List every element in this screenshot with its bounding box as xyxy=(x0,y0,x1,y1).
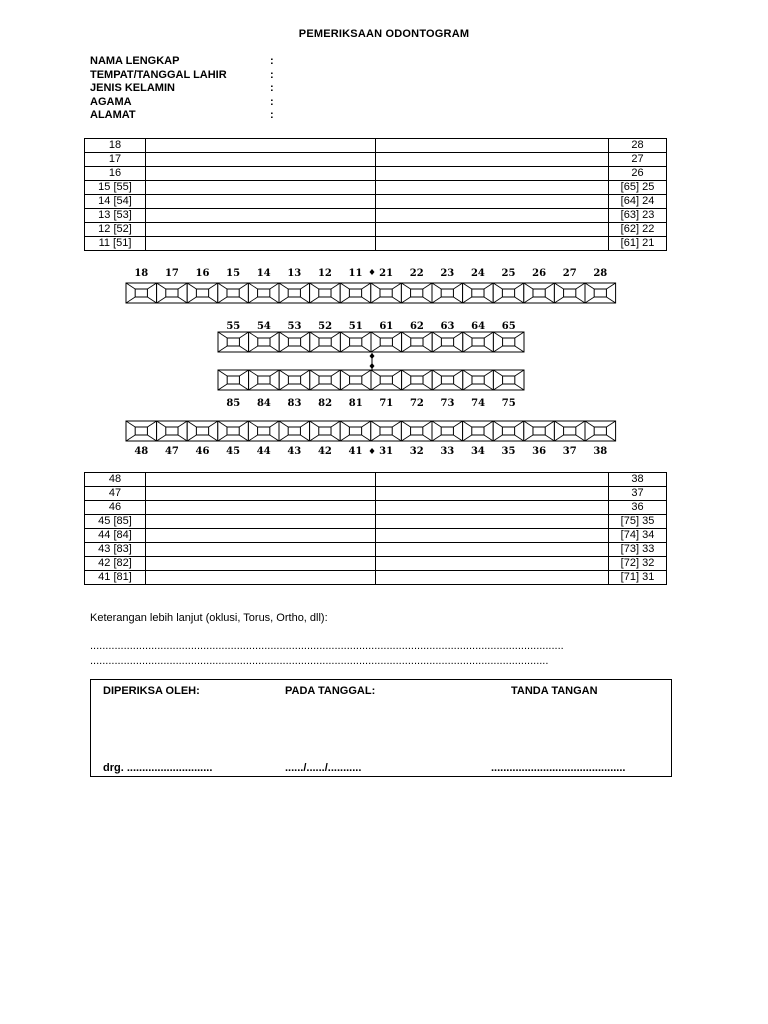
field-colon: : xyxy=(270,55,274,67)
notes-label: Keterangan lebih lanjut (oklusi, Torus, Ortho, dll): xyxy=(90,612,328,624)
tooth-number-label: 85 xyxy=(226,398,241,409)
table-row xyxy=(85,515,667,529)
tooth-number-label: 24 xyxy=(470,268,485,279)
tooth-55[interactable] xyxy=(218,332,249,352)
signature-box xyxy=(90,679,672,777)
tooth-number-label: 61 xyxy=(379,321,394,332)
tooth-number-label: 13 xyxy=(287,268,302,279)
date-field[interactable]: ....../....../........... xyxy=(285,762,362,774)
signature-field[interactable]: ............................................ xyxy=(491,762,626,774)
table-row xyxy=(85,223,667,237)
table-row xyxy=(85,209,667,223)
field-label: TEMPAT/TANGGAL LAHIR xyxy=(90,68,227,81)
table-row xyxy=(85,167,667,181)
table-row xyxy=(85,181,667,195)
tooth-number-left: 46 xyxy=(85,501,146,515)
tooth-number-right: [63] 23 xyxy=(609,209,667,223)
tooth-number-label: 41 xyxy=(348,446,363,457)
tooth-75[interactable] xyxy=(493,370,524,390)
tooth-47[interactable] xyxy=(157,421,188,441)
tooth-number-label: 28 xyxy=(593,268,608,279)
tooth-25[interactable] xyxy=(493,283,524,303)
tooth-83[interactable] xyxy=(279,370,310,390)
tooth-37[interactable] xyxy=(554,421,585,441)
tooth-note-cell[interactable] xyxy=(376,237,609,251)
midline-marker xyxy=(370,353,375,359)
tooth-note-cell[interactable] xyxy=(146,153,376,167)
tooth-28[interactable] xyxy=(585,283,616,303)
tooth-number-left: 44 [84] xyxy=(85,529,146,543)
table-row xyxy=(85,529,667,543)
tooth-15[interactable] xyxy=(218,283,249,303)
tooth-note-cell[interactable] xyxy=(376,195,609,209)
tooth-38[interactable] xyxy=(585,421,616,441)
tooth-number-label: 42 xyxy=(317,446,332,457)
tooth-22[interactable] xyxy=(401,283,432,303)
tooth-13[interactable] xyxy=(279,283,310,303)
tooth-number-label: 16 xyxy=(195,268,210,279)
tooth-number-left: 14 [54] xyxy=(85,195,146,209)
notes-line-1[interactable]: ........................................................................................................................................................... xyxy=(90,640,564,652)
field-colon: : xyxy=(270,68,274,81)
tooth-number-right: [75] 35 xyxy=(609,515,667,529)
tooth-number-right: [61] 21 xyxy=(609,237,667,251)
table-row xyxy=(85,571,667,585)
field-label: NAMA LENGKAP xyxy=(90,55,180,67)
tooth-45[interactable] xyxy=(218,421,249,441)
tooth-number-right: 38 xyxy=(609,473,667,487)
tooth-84[interactable] xyxy=(249,370,280,390)
tooth-number-left: 47 xyxy=(85,487,146,501)
tooth-number-label: 34 xyxy=(470,446,485,457)
tooth-number-right: 37 xyxy=(609,487,667,501)
tooth-number-right: [73] 33 xyxy=(609,543,667,557)
table-row xyxy=(85,195,667,209)
tooth-number-left: 41 [81] xyxy=(85,571,146,585)
tooth-number-right: 27 xyxy=(609,153,667,167)
tooth-54[interactable] xyxy=(249,332,280,352)
tooth-number-left: 11 [51] xyxy=(85,237,146,251)
tooth-number-label: 31 xyxy=(379,446,394,457)
tooth-number-label: 23 xyxy=(440,268,455,279)
tooth-number-label: 38 xyxy=(593,446,608,457)
tooth-note-cell[interactable] xyxy=(146,167,376,181)
tooth-number-label: 73 xyxy=(440,398,455,409)
tooth-64[interactable] xyxy=(463,332,494,352)
tooth-number-right: [71] 31 xyxy=(609,571,667,585)
table-row xyxy=(85,139,667,153)
tooth-number-label: 84 xyxy=(256,398,271,409)
tooth-number-label: 32 xyxy=(409,446,424,457)
field-agama xyxy=(90,96,290,110)
field-colon: : xyxy=(270,95,274,108)
tooth-note-cell[interactable] xyxy=(146,557,376,571)
date-label: PADA TANGGAL: xyxy=(285,685,376,697)
tooth-82[interactable] xyxy=(310,370,341,390)
tooth-number-label: 83 xyxy=(287,398,302,409)
tooth-number-left: 42 [82] xyxy=(85,557,146,571)
tooth-note-cell[interactable] xyxy=(376,557,609,571)
tooth-number-label: 18 xyxy=(134,268,149,279)
odontogram-diagram xyxy=(0,262,768,462)
tooth-note-cell[interactable] xyxy=(146,473,376,487)
tooth-number-label: 17 xyxy=(164,268,179,279)
tooth-18[interactable] xyxy=(126,283,157,303)
tooth-number-right: [62] 22 xyxy=(609,223,667,237)
tooth-note-cell[interactable] xyxy=(376,529,609,543)
tooth-32[interactable] xyxy=(401,421,432,441)
tooth-number-left: 45 [85] xyxy=(85,515,146,529)
tooth-46[interactable] xyxy=(187,421,218,441)
tooth-number-left: 43 [83] xyxy=(85,543,146,557)
tooth-note-cell[interactable] xyxy=(146,139,376,153)
tooth-number-label: 52 xyxy=(318,321,333,332)
tooth-number-right: [74] 34 xyxy=(609,529,667,543)
tooth-note-cell[interactable] xyxy=(146,529,376,543)
tooth-note-cell[interactable] xyxy=(146,515,376,529)
tooth-61[interactable] xyxy=(371,332,402,352)
tooth-note-cell[interactable] xyxy=(146,571,376,585)
tooth-number-right: 28 xyxy=(609,139,667,153)
table-row xyxy=(85,473,667,487)
tooth-note-cell[interactable] xyxy=(376,167,609,181)
tooth-53[interactable] xyxy=(279,332,310,352)
tooth-number-label: 22 xyxy=(409,268,424,279)
table-row xyxy=(85,543,667,557)
field-label: AGAMA xyxy=(90,95,132,108)
tooth-number-label: 65 xyxy=(501,321,516,332)
sign-label: TANDA TANGAN xyxy=(511,685,598,697)
tooth-note-cell[interactable] xyxy=(376,571,609,585)
tooth-note-cell[interactable] xyxy=(376,473,609,487)
tooth-62[interactable] xyxy=(402,332,433,352)
tooth-note-cell[interactable] xyxy=(146,501,376,515)
tooth-note-cell[interactable] xyxy=(376,501,609,515)
table-row xyxy=(85,153,667,167)
tooth-number-label: 81 xyxy=(348,398,363,409)
tooth-35[interactable] xyxy=(493,421,524,441)
tooth-number-right: [72] 32 xyxy=(609,557,667,571)
tooth-number-label: 51 xyxy=(348,321,363,332)
tooth-number-label: 46 xyxy=(195,446,210,457)
tooth-note-cell[interactable] xyxy=(376,209,609,223)
tooth-42[interactable] xyxy=(310,421,341,441)
tooth-number-label: 75 xyxy=(501,398,516,409)
patient-fields xyxy=(90,55,290,123)
table-row xyxy=(85,487,667,501)
tooth-number-label: 72 xyxy=(409,398,424,409)
tooth-number-right: 26 xyxy=(609,167,667,181)
tooth-21[interactable] xyxy=(371,283,402,303)
examiner-field[interactable]: drg. ............................ xyxy=(103,762,213,774)
tooth-33[interactable] xyxy=(432,421,463,441)
field-colon: : xyxy=(270,82,274,94)
tooth-number-left: 13 [53] xyxy=(85,209,146,223)
tooth-number-label: 11 xyxy=(348,268,363,279)
field-label: ALAMAT xyxy=(90,109,136,121)
tooth-81[interactable] xyxy=(340,370,371,390)
tooth-41[interactable] xyxy=(340,421,371,441)
tooth-note-cell[interactable] xyxy=(376,543,609,557)
tooth-note-cell[interactable] xyxy=(376,223,609,237)
tooth-72[interactable] xyxy=(402,370,433,390)
tooth-note-cell[interactable] xyxy=(146,487,376,501)
tooth-36[interactable] xyxy=(524,421,555,441)
tooth-52[interactable] xyxy=(310,332,341,352)
page-title: PEMERIKSAAN ODONTOGRAM xyxy=(298,28,470,40)
midline-marker xyxy=(370,269,375,275)
tooth-51[interactable] xyxy=(340,332,371,352)
tooth-number-label: 47 xyxy=(164,446,179,457)
tooth-27[interactable] xyxy=(554,283,585,303)
lower-teeth-table xyxy=(84,472,667,585)
field-colon: : xyxy=(270,109,274,121)
tooth-note-cell[interactable] xyxy=(376,139,609,153)
tooth-number-right: [65] 25 xyxy=(609,181,667,195)
midline-marker xyxy=(370,448,375,454)
tooth-number-label: 64 xyxy=(471,321,486,332)
tooth-16[interactable] xyxy=(187,283,218,303)
tooth-number-label: 53 xyxy=(287,321,302,332)
table-row xyxy=(85,501,667,515)
tooth-63[interactable] xyxy=(432,332,463,352)
tooth-11[interactable] xyxy=(340,283,371,303)
tooth-number-left: 48 xyxy=(85,473,146,487)
tooth-number-label: 54 xyxy=(256,321,271,332)
field-nama xyxy=(90,55,290,69)
tooth-number-label: 63 xyxy=(440,321,455,332)
tooth-number-label: 21 xyxy=(379,268,394,279)
tooth-number-label: 62 xyxy=(409,321,424,332)
tooth-24[interactable] xyxy=(463,283,494,303)
tooth-number-label: 71 xyxy=(379,398,394,409)
tooth-number-left: 12 [52] xyxy=(85,223,146,237)
tooth-number-left: 18 xyxy=(85,139,146,153)
tooth-65[interactable] xyxy=(493,332,524,352)
tooth-number-left: 16 xyxy=(85,167,146,181)
tooth-12[interactable] xyxy=(310,283,341,303)
tooth-number-label: 43 xyxy=(287,446,302,457)
tooth-note-cell[interactable] xyxy=(146,195,376,209)
table-row xyxy=(85,557,667,571)
tooth-number-label: 15 xyxy=(226,268,241,279)
tooth-note-cell[interactable] xyxy=(376,487,609,501)
tooth-number-label: 74 xyxy=(471,398,486,409)
field-label: JENIS KELAMIN xyxy=(90,82,175,94)
tooth-number-label: 82 xyxy=(318,398,333,409)
tooth-number-label: 35 xyxy=(501,446,516,457)
field-jenis-kelamin xyxy=(90,82,290,96)
tooth-number-right: 36 xyxy=(609,501,667,515)
tooth-26[interactable] xyxy=(524,283,555,303)
tooth-23[interactable] xyxy=(432,283,463,303)
tooth-number-label: 12 xyxy=(317,268,332,279)
tooth-number-label: 55 xyxy=(226,321,241,332)
tooth-number-label: 36 xyxy=(532,446,547,457)
tooth-48[interactable] xyxy=(126,421,157,441)
tooth-85[interactable] xyxy=(218,370,249,390)
tooth-note-cell[interactable] xyxy=(376,153,609,167)
tooth-73[interactable] xyxy=(432,370,463,390)
tooth-note-cell[interactable] xyxy=(376,515,609,529)
tooth-44[interactable] xyxy=(248,421,279,441)
tooth-number-label: 44 xyxy=(256,446,271,457)
tooth-43[interactable] xyxy=(279,421,310,441)
tooth-note-cell[interactable] xyxy=(146,209,376,223)
field-ttl xyxy=(90,69,290,83)
tooth-number-left: 15 [55] xyxy=(85,181,146,195)
tooth-note-cell[interactable] xyxy=(146,237,376,251)
tooth-note-cell[interactable] xyxy=(146,543,376,557)
tooth-number-label: 27 xyxy=(562,268,577,279)
tooth-14[interactable] xyxy=(248,283,279,303)
tooth-number-left: 17 xyxy=(85,153,146,167)
tooth-number-label: 26 xyxy=(532,268,547,279)
tooth-74[interactable] xyxy=(463,370,494,390)
tooth-number-label: 48 xyxy=(134,446,149,457)
tooth-number-label: 14 xyxy=(256,268,271,279)
tooth-note-cell[interactable] xyxy=(146,223,376,237)
table-row xyxy=(85,237,667,251)
field-alamat xyxy=(90,109,290,123)
tooth-number-label: 37 xyxy=(562,446,577,457)
midline-marker xyxy=(370,363,375,369)
examiner-label: DIPERIKSA OLEH: xyxy=(103,685,200,697)
tooth-note-cell[interactable] xyxy=(376,181,609,195)
tooth-34[interactable] xyxy=(463,421,494,441)
tooth-number-label: 25 xyxy=(501,268,516,279)
tooth-17[interactable] xyxy=(157,283,188,303)
upper-teeth-table xyxy=(84,138,667,251)
tooth-31[interactable] xyxy=(371,421,402,441)
tooth-number-label: 45 xyxy=(226,446,241,457)
notes-line-2[interactable]: ...................................................................................................................................................... xyxy=(90,655,549,667)
tooth-number-label: 33 xyxy=(440,446,455,457)
tooth-71[interactable] xyxy=(371,370,402,390)
tooth-number-right: [64] 24 xyxy=(609,195,667,209)
tooth-note-cell[interactable] xyxy=(146,181,376,195)
